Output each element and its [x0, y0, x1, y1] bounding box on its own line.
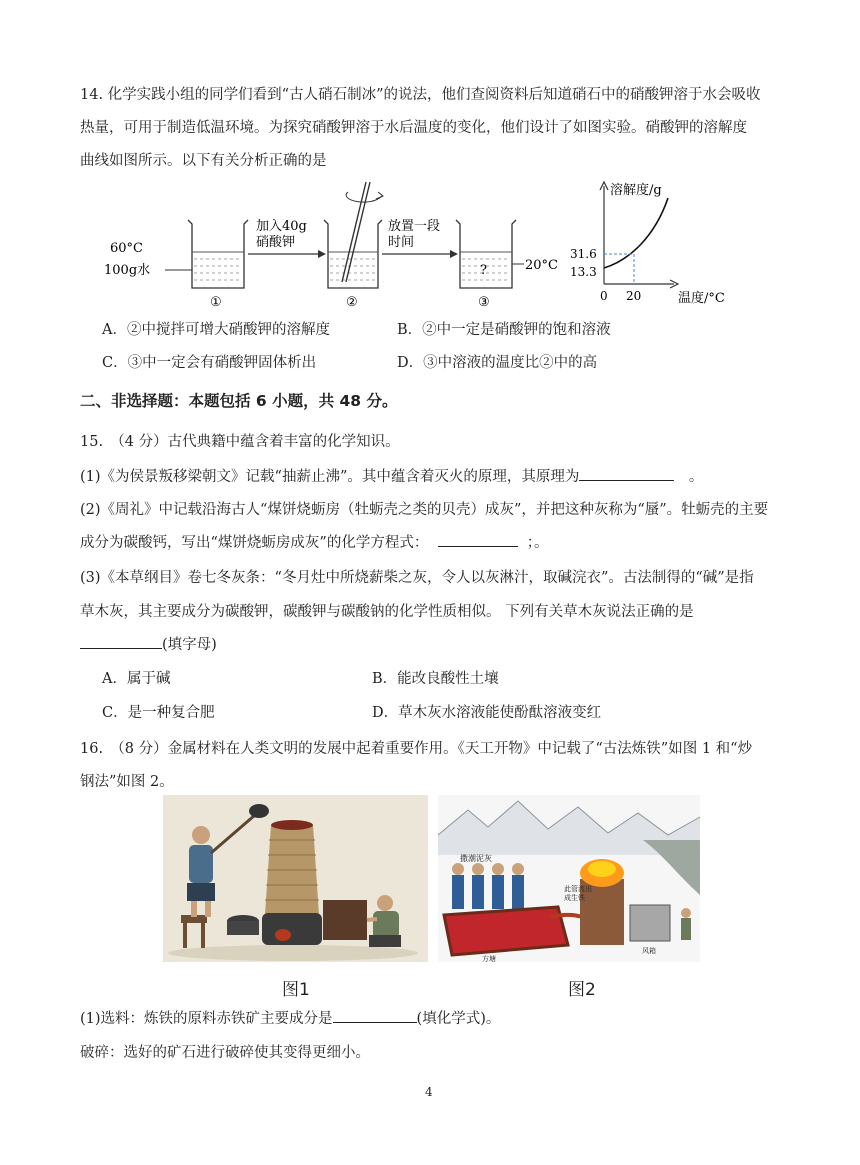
- initial-water-label: 100g水: [104, 263, 151, 278]
- beaker-2: [324, 182, 383, 288]
- q14-option-b: B．②中一定是硝酸钾的饱和溶液: [397, 322, 611, 338]
- figure-2-illustration: [438, 795, 700, 962]
- step1-label-a: 加入40g: [256, 219, 307, 234]
- label-iron-2: 成生铁: [564, 894, 585, 902]
- final-temp-label: 20°C: [525, 258, 558, 273]
- q15-part-3b: 草木灰，其主要成分为碳酸钾，碳酸钾与碳酸钠的化学性质相似。 下列有关草木灰说法正确的是: [80, 604, 694, 620]
- step1-label-b: 硝酸钾: [256, 235, 296, 250]
- label-iron: 此管流出: [564, 885, 592, 893]
- section-heading: 二、非选择题：本题包括 6 小题，共 48 分。: [80, 392, 398, 410]
- label-pond: 方塘: [482, 955, 496, 963]
- q15-option-b: B．能改良酸性土壤: [372, 671, 499, 687]
- answer-blank[interactable]: [438, 532, 518, 547]
- smelting-illustration: [163, 795, 428, 962]
- beaker-3-label: ③: [478, 295, 490, 310]
- beaker-2-label: ②: [346, 295, 358, 310]
- q15-part-2b: [80, 531, 549, 552]
- q15-part-2b-text: 成分为碳酸钙，写出“煤饼烧蛎房成灰”的化学方程式：: [80, 535, 429, 551]
- q15-part-1: [80, 465, 703, 486]
- step2-label-a: 放置一段: [388, 219, 441, 234]
- q16-line-1: 16. （8 分）金属材料在人类文明的发展中起着重要作用。《天工开物》中记载了“古法炼铁”如图 1 和“炒: [80, 741, 753, 757]
- q14-option-d: D．③中溶液的温度比②中的高: [397, 355, 598, 371]
- q15-part-2a: (2)《周礼》中记载沿海古人“煤饼烧蛎房（牡蛎壳之类的贝壳）成灰”，并把这种灰称为“蜃”。牡蛎壳的主要: [80, 502, 769, 518]
- q16-part-1-text: (1)选料：炼铁的原料赤铁矿主要成分是: [80, 1011, 333, 1027]
- q16-part-1: [80, 1007, 500, 1028]
- q14-line-1: 14. 化学实践小组的同学们看到“古人硝石制冰”的说法，他们查阅资料后知道硝石中的硝酸钾溶于水会吸收: [80, 87, 761, 103]
- chart-ylabel: 溶解度/g: [610, 183, 662, 198]
- solubility-chart: [570, 176, 750, 308]
- q15-part-3a: (3)《本草纲目》卷七冬灰条：“冬月灶中所烧薪柴之灰，令人以灰淋汁，取碱浣衣”。古法制得的“碱”是指: [80, 570, 754, 586]
- q15-option-a: A．属于碱: [102, 671, 171, 687]
- initial-temp-label: 60°C: [110, 241, 143, 256]
- q15-option-c: C．是一种复合肥: [102, 705, 215, 721]
- figure-2-caption: 图2: [568, 980, 596, 1000]
- beaker-3-unknown: ?: [480, 263, 487, 278]
- q15-head: 15. （4 分）古代典籍中蕴含着丰富的化学知识。: [80, 434, 400, 450]
- q14-option-a: A．②中搅拌可增大硝酸钾的溶解度: [102, 322, 330, 338]
- solubility-curve: [604, 198, 668, 268]
- q15-part-3c-text: (填字母): [162, 637, 217, 653]
- steel-illustration: [438, 795, 700, 962]
- q16-line-2: 钢法”如图 2。: [80, 774, 174, 790]
- label-bellows: 风箱: [642, 947, 656, 955]
- chart-xlabel: 温度/°C: [678, 291, 725, 306]
- q14-line-2: 热量，可用于制造低温环境。为探究硝酸钾溶于水后温度的变化，他们设计了如图实验。硝酸钾的溶解度: [80, 120, 747, 136]
- q15-option-d: D．草木灰水溶液能使酚酞溶液变红: [372, 705, 602, 721]
- answer-blank[interactable]: [579, 466, 674, 481]
- q16-part-1-end: (填化学式)。: [416, 1011, 501, 1027]
- answer-blank[interactable]: [333, 1008, 417, 1023]
- y-tick-31-6: 31.6: [570, 247, 597, 261]
- q16-part-2: 破碎：选好的矿石进行破碎使其变得更细小。: [80, 1045, 370, 1061]
- x-tick-20: 20: [626, 289, 642, 303]
- beaker-1-label: ①: [210, 295, 222, 310]
- answer-blank[interactable]: [80, 634, 162, 649]
- q15-part-1-text: (1)《为侯景叛移梁朝文》记载“抽薪止沸”。其中蕴含着灭火的原理，其原理为: [80, 469, 580, 485]
- y-tick-13-3: 13.3: [570, 265, 597, 279]
- page-number: 4: [425, 1085, 433, 1099]
- q15-part-2b-end: ；。: [526, 535, 549, 551]
- q15-part-3c: [80, 633, 217, 654]
- figure-1-illustration: [163, 795, 428, 962]
- q14-line-3: 曲线如图所示。以下有关分析正确的是: [80, 153, 327, 169]
- label-mud: 撒潮泥灰: [460, 854, 492, 863]
- x-tick-0: 0: [600, 289, 608, 303]
- q15-part-1-end: 。: [688, 469, 704, 485]
- figure-1-caption: 图1: [282, 980, 310, 1000]
- q14-option-c: C．③中一定会有硝酸钾固体析出: [102, 355, 317, 371]
- experiment-diagram: [104, 178, 560, 310]
- beaker-1: [188, 220, 248, 288]
- step2-label-b: 时间: [388, 235, 415, 250]
